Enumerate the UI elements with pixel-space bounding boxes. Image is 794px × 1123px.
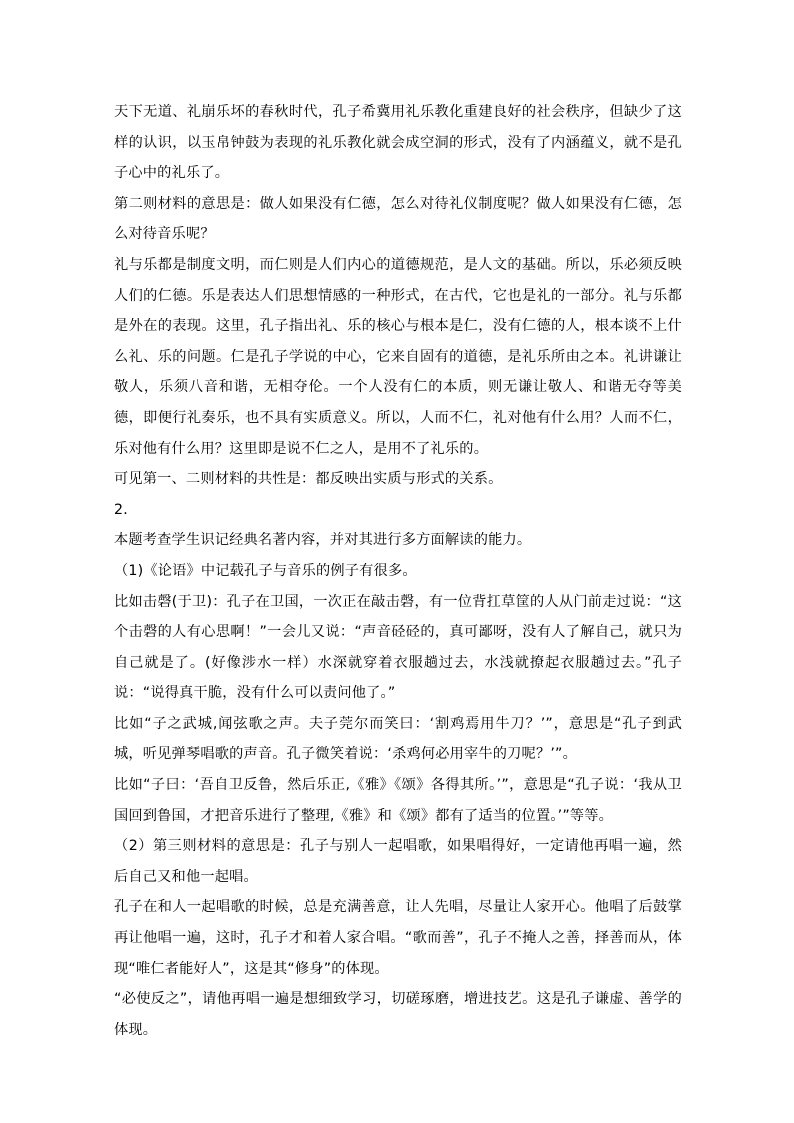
paragraph-intro-continuation: 天下无道、礼崩乐坏的春秋时代，孔子希冀用礼乐教化重建良好的社会秩序，但缺少了这样的认识，以玉帛钟鼓为表现的礼乐教化就会成空洞的形式，没有了内涵蕴义，就不是孔子心中的礼乐了。	[114, 104, 682, 182]
paragraph-ritual-music-analysis: 礼与乐都是制度文明，而仁则是人们内心的道德规范，是人文的基础。所以，乐必须反映人们的仁德。乐是表达人们思想情感的一种形式，在古代，它也是礼的一部分。礼与乐都是外在的表现。这里，孔子指出礼、乐的核心与根本是仁，没有仁德的人，根本谈不上什么礼、乐的问题。仁是孔子学说的中心，它来自固有的道德，是礼乐所由之本。礼讲谦让敬人，乐须八音和谐，无相夺伦。一个人没有仁的本质，则无谦让敬人、和谐无夺等美德，即便行礼奏乐，也不具有实质意义。所以，人而不仁，礼对他有什么用？人而不仁，乐对他有什么用？这里即是说不仁之人，是用不了礼乐的。	[114, 256, 682, 457]
paragraph-example-return-to-lu: 比如“子曰：‘吾自卫反鲁，然后乐正,《雅》《颂》各得其所。’”，意思是“孔子说：‘我从卫国回到鲁国，才把音乐进行了整理,《雅》和《颂》都有了适当的位置。’”等等。	[114, 777, 682, 824]
paragraph-question-focus: 本题考查学生识记经典名著内容，并对其进行多方面解读的能力。	[114, 532, 532, 549]
paragraph-commonality-conclusion: 可见第一、二则材料的共性是：都反映出实质与形式的关系。	[114, 471, 503, 488]
question-number: 2．	[114, 501, 138, 518]
paragraph-singing-analysis: 孔子在和人一起唱歌的时候，总是充满善意，让人先唱，尽量让人家开心。他唱了后鼓掌再让他唱一遍，这时，孔子才和着人家合唱。“歌而善”，孔子不掩人之善，择善而从，体现“唯仁者能好人”，这是其“修身”的体现。	[114, 899, 682, 977]
paragraph-part-2-heading: （2）第三则材料的意思是：孔子与别人一起唱歌，如果唱得好，一定请他再唱一遍，然后自己又和他一起唱。	[114, 838, 682, 885]
paragraph-example-wucheng: 比如“子之武城,闻弦歌之声。夫子莞尔而笑曰：‘割鸡焉用牛刀？’”，意思是“孔子到武城，听见弹琴唱歌的声音。孔子微笑着说：‘杀鸡何必用宰牛的刀呢？’”。	[114, 715, 682, 763]
document-page	[114, 97, 682, 1045]
paragraph-modesty-conclusion: “必使反之”，请他再唱一遍是想细致学习，切磋琢磨，增进技艺。这是孔子谦虚、善学的体现。	[114, 991, 682, 1038]
paragraph-example-striking-qing: 比如击磬(于卫)：孔子在卫国，一次正在敲击磬，有一位背扛草筐的人从门前走过说：“这个击磬的人有心思啊！”一会儿又说：“声音硁硁的，真可鄙呀，没有人了解自己，就只为自己就是了。(好像涉水一样）水深就穿着衣服趟过去，水浅就撩起衣服趟过去。”孔子说：“说得真干脆，没有什么可以责问他了。”	[114, 593, 682, 702]
paragraph-part-1-heading: （1)《论语》中记载孔子与音乐的例子有很多。	[114, 562, 417, 579]
paragraph-second-material-meaning: 第二则材料的意思是：做人如果没有仁德，怎么对待礼仪制度呢？做人如果没有仁德，怎么对待音乐呢？	[114, 195, 682, 243]
